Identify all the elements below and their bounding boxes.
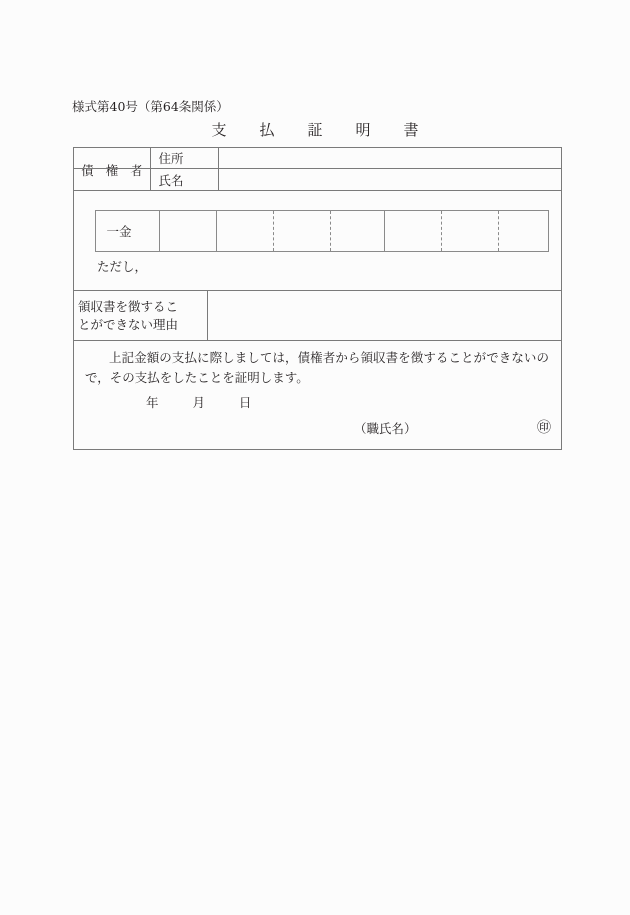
reason-section (74, 291, 561, 341)
amount-divider-dotted-1 (273, 211, 274, 251)
address-value-field[interactable] (219, 148, 561, 168)
reason-label-line2: とができない理由 (78, 316, 179, 332)
amount-divider-solid-1 (159, 211, 160, 251)
amount-divider-solid-3 (384, 211, 385, 251)
date-year-label: 年 (145, 395, 159, 410)
creditor-name-row (74, 169, 561, 191)
certificate-table (73, 147, 562, 450)
amount-note-label: ただし， (97, 259, 148, 274)
document-title: 支 払 証 明 書 (211, 121, 428, 139)
date-line (142, 393, 251, 411)
seal-stamp-icon: ㊞ (537, 420, 551, 436)
date-month-label: 月 (192, 395, 205, 410)
signature-label: （職氏名） (354, 421, 417, 436)
amount-divider-solid-2 (216, 211, 217, 251)
name-value-field[interactable] (219, 169, 561, 190)
statement-section (74, 341, 561, 449)
name-label-text: 氏名 (158, 172, 184, 188)
amount-section (74, 191, 561, 291)
reason-label (74, 291, 208, 340)
reason-label-line1: 領収書を徴するこ (78, 298, 179, 314)
amount-divider-dotted-3 (441, 211, 442, 251)
amount-divider-dotted-4 (498, 211, 499, 251)
name-label (151, 169, 219, 190)
form-number: 様式第40号（第64条関係） (72, 99, 229, 114)
amount-label (96, 211, 159, 251)
amount-divider-dotted-2 (330, 211, 331, 251)
address-label-text: 住所 (158, 151, 184, 166)
creditor-row-header: 債 権 者 (74, 148, 151, 191)
amount-label-text: 一金 (106, 224, 132, 239)
creditor-address-row (74, 148, 561, 169)
address-label (151, 148, 219, 168)
amount-grid (95, 210, 549, 252)
date-day-label: 日 (238, 395, 252, 410)
statement-text: 上記金額の支払に際しましては，債権者から領収書を徴することができないので，その支払をしたことを証明します。 (85, 350, 549, 386)
reason-value-field[interactable] (208, 291, 561, 340)
signature-line (254, 419, 551, 437)
